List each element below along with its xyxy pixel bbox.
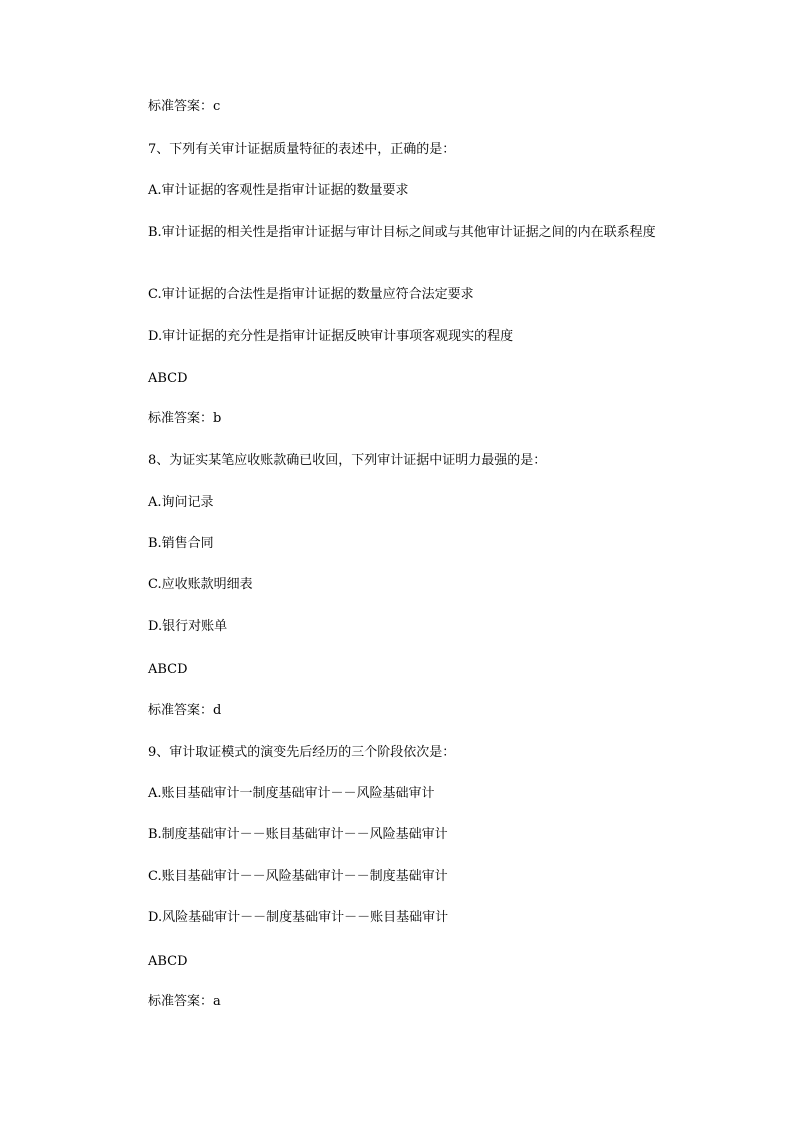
option-b: B.审计证据的相关性是指审计证据与审计目标之间或与其他审计证据之间的内在联系程度 <box>148 225 656 240</box>
option-b: B.销售合同 <box>148 536 214 551</box>
option-a: A.询问记录 <box>148 495 214 510</box>
question-8: 8、为证实某笔应收账款确已收回，下列审计证据中证明力最强的是： <box>148 453 547 468</box>
option-d: D.风险基础审计－－制度基础审计－－账目基础审计 <box>148 910 449 925</box>
answer-line: 标准答案：c <box>148 99 221 114</box>
option-b: B.制度基础审计－－账目基础审计－－风险基础审计 <box>148 827 448 842</box>
option-d: D.银行对账单 <box>148 619 228 634</box>
option-letters: ABCD <box>148 371 188 386</box>
option-a: A.账目基础审计一制度基础审计－－风险基础审计 <box>148 786 435 801</box>
option-c: C.账目基础审计－－风险基础审计－－制度基础审计 <box>148 869 448 884</box>
option-c: C.审计证据的合法性是指审计证据的数量应符合法定要求 <box>148 287 474 302</box>
option-d: D.审计证据的充分性是指审计证据反映审计事项客观现实的程度 <box>148 329 514 344</box>
question-9: 9、审计取证模式的演变先后经历的三个阶段依次是： <box>148 745 456 760</box>
option-letters: ABCD <box>148 662 188 677</box>
option-c: C.应收账款明细表 <box>148 577 253 592</box>
answer-line: 标准答案：d <box>148 703 222 718</box>
option-letters: ABCD <box>148 954 188 969</box>
answer-line: 标准答案：a <box>148 994 221 1009</box>
option-a: A.审计证据的客观性是指审计证据的数量要求 <box>148 183 409 198</box>
answer-line: 标准答案：b <box>148 411 222 426</box>
question-7: 7、下列有关审计证据质量特征的表述中，正确的是： <box>148 142 456 157</box>
